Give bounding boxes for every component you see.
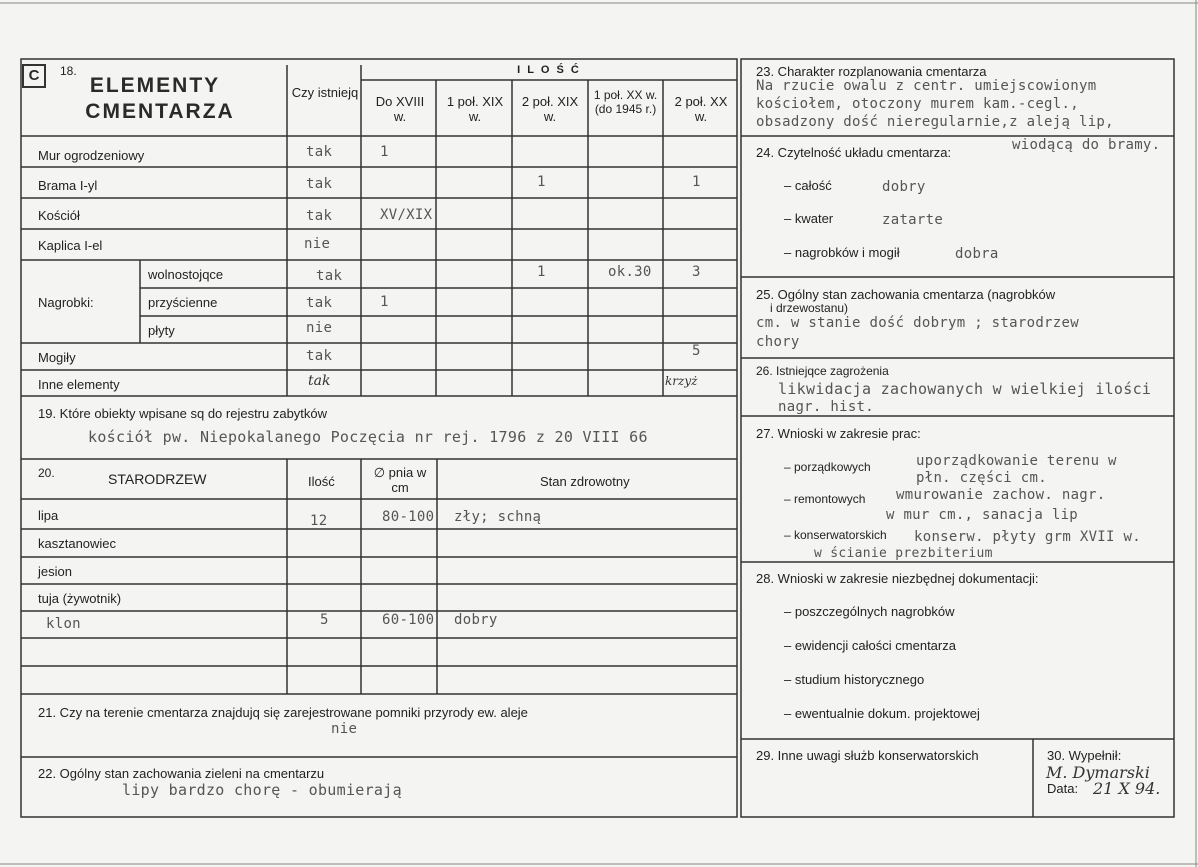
q24-nagrobkow-value: dobra <box>955 246 999 262</box>
q28-label: 28. Wnioski w zakresie niezbędnej dokumentacji: <box>756 571 1039 586</box>
row-2pol-xix: 1 <box>537 174 546 190</box>
row-label: Brama I-yl <box>38 178 98 193</box>
row-exists: nie <box>304 236 331 252</box>
q20-title: STARODRZEW <box>108 471 207 487</box>
q22-value: lipy bardzo chorę - obumierają <box>122 781 402 799</box>
row-exists: tak <box>306 295 333 311</box>
row-label: Inne elementy <box>38 377 120 392</box>
tree-pnia: 80-100 <box>382 509 435 525</box>
q22-label: 22. Ogólny stan zachowania zieleni na cmentarzu <box>38 766 325 781</box>
q26-line2: nagr. hist. <box>778 399 875 415</box>
q28-item: – ewentualnie dokum. projektowej <box>784 706 980 721</box>
row-label: wolnostojqce <box>148 267 224 282</box>
q24-nagrobkow-label: – nagrobków i mogił <box>784 245 900 260</box>
section-title-line2: CMENTARZA <box>85 100 235 123</box>
q25-line1: cm. w stanie dość dobrym ; starodrzew <box>756 315 1079 331</box>
q23-line2: kościołem, otoczony murem kam.-cegl., <box>756 96 1079 112</box>
q20-col-stan: Stan zdrowotny <box>540 474 630 489</box>
q27-kons-line1: konserw. płyty grm XVII w. <box>914 529 1141 545</box>
row-2pol-xx: krzyż <box>665 374 698 388</box>
q29-label: 29. Inne uwagi służb konserwatorskich <box>756 748 979 763</box>
q25-label2: i drzewostanu) <box>770 301 849 315</box>
q28-item: – studium historycznego <box>784 672 925 687</box>
row-label: płyty <box>148 323 175 338</box>
row-exists: tak <box>306 348 333 364</box>
tree-name: tuja (żywotnik) <box>38 591 122 606</box>
col-header-2pol-xix: 2 poł. XIX w. <box>521 94 579 124</box>
row-exists: tak <box>308 373 331 389</box>
row-2pol-xx: 3 <box>692 264 701 280</box>
q27-label: 27. Wnioski w zakresie prac: <box>756 426 921 441</box>
q24-kwater-label: – kwater <box>784 211 834 226</box>
q30-label: 30. Wypełnił: <box>1047 748 1122 763</box>
q27-rem-label: – remontowych <box>784 492 866 506</box>
q30-date-value: 21 X 94. <box>1093 779 1161 798</box>
q27-porz-label: – porządkowych <box>784 460 871 474</box>
row-exists: nie <box>306 320 333 336</box>
col-header-exists: Czy istniejq <box>291 85 359 100</box>
q30-name: M. Dymarski <box>1046 763 1150 782</box>
col-header-1pol-xx: 1 poł. XX w. (do 1945 r.) <box>593 88 658 116</box>
q28-item: – poszczególnych nagrobków <box>784 604 955 619</box>
tree-name: jesion <box>38 564 72 579</box>
tree-ilosc: 12 <box>310 513 328 529</box>
row-exists: tak <box>306 144 333 160</box>
tree-name: kasztanowiec <box>38 536 117 551</box>
q24-calosc-value: dobry <box>882 179 926 195</box>
tree-name: lipa <box>38 508 59 523</box>
q26-label: 26. Istniejqce zagrożenia <box>756 364 889 378</box>
q19-label: 19. Które obiekty wpisane sq do rejestru zabytków <box>38 406 328 421</box>
col-header-2pol-xx: 2 poł. XX w. <box>674 94 728 124</box>
row-1pol-xx: ok.30 <box>608 264 652 280</box>
row-exists: tak <box>316 268 343 284</box>
q27-porz-line2: płn. części cm. <box>916 470 1047 486</box>
q24-label: 24. Czytelność układu cmentarza: <box>756 145 952 160</box>
q24-calosc-label: – całość <box>784 178 832 193</box>
q23-label: 23. Charakter rozplanowania cmentarza <box>756 64 987 79</box>
q27-kons-line2: w ścianie prezbiterium <box>814 546 993 561</box>
q23-line1: Na rzucie owalu z centr. umiejscowionym <box>756 78 1097 94</box>
row-label: Kościół <box>38 208 80 223</box>
q28-item: – ewidencji całości cmentarza <box>784 638 956 653</box>
q27-rem-line2: w mur cm., sanacja lip <box>886 507 1079 523</box>
nagrobki-label: Nagrobki: <box>38 295 94 310</box>
col-header-ilosc: I L O Ś Ć <box>517 64 581 76</box>
row-label: Mogiły <box>38 350 76 365</box>
row-2pol-xx: 5 <box>692 343 701 359</box>
tree-pnia: 60-100 <box>382 612 435 628</box>
q20-col-ilosc: Ilość <box>308 474 335 489</box>
row-label: Mur ogrodzeniowy <box>38 148 145 163</box>
section-title-line1: ELEMENTY <box>89 74 221 97</box>
section-letter-box: C <box>22 64 46 88</box>
q25-line2: chory <box>756 334 800 350</box>
q23-line4: wiodącą do bramy. <box>1012 137 1161 153</box>
row-exists: tak <box>306 176 333 192</box>
q20-col-pnia: ∅ pnia w cm <box>373 465 427 495</box>
q19-value: kościół pw. Niepokalanego Poczęcia nr rej. 1796 z 20 VIII 66 <box>88 428 648 446</box>
tree-ilosc: 5 <box>320 612 329 628</box>
q21-label: 21. Czy na terenie cmentarza znajdujq się zarejestrowane pomniki przyrody ew. aleje <box>38 705 528 720</box>
tree-name: klon <box>46 616 81 632</box>
q24-kwater-value: zatarte <box>882 212 944 228</box>
q27-rem-line1: wmurowanie zachow. nagr. <box>896 487 1106 503</box>
row-do-xviii: XV/XIX <box>380 207 433 223</box>
q27-kons-label: – konserwatorskich <box>784 528 887 542</box>
q30-date-label: Data: <box>1047 781 1079 796</box>
row-label: przyścienne <box>148 295 218 310</box>
section-number: 18. <box>60 64 77 78</box>
q27-porz-line1: uporządkowanie terenu w <box>916 453 1117 469</box>
row-do-xviii: 1 <box>380 144 389 160</box>
row-do-xviii: 1 <box>380 294 389 310</box>
row-2pol-xx: 1 <box>692 174 701 190</box>
row-exists: tak <box>306 208 333 224</box>
q21-value: nie <box>331 721 358 737</box>
q20-number: 20. <box>38 466 55 480</box>
q23-line3: obsadzony dość nieregularnie,z aleją lip, <box>756 114 1114 130</box>
tree-stan: zły; schną <box>454 509 542 525</box>
col-header-1pol-xix: 1 poł. XIX w. <box>446 94 504 124</box>
row-label: Kaplica I-el <box>38 238 103 253</box>
tree-stan: dobry <box>454 612 498 628</box>
q26-line1: likwidacja zachowanych w wielkiej ilości <box>778 380 1152 398</box>
row-2pol-xix: 1 <box>537 264 546 280</box>
col-header-do-xviii: Do XVIII w. <box>375 94 425 124</box>
q25-label1: 25. Ogólny stan zachowania cmentarza (nagrobków <box>756 287 1056 302</box>
